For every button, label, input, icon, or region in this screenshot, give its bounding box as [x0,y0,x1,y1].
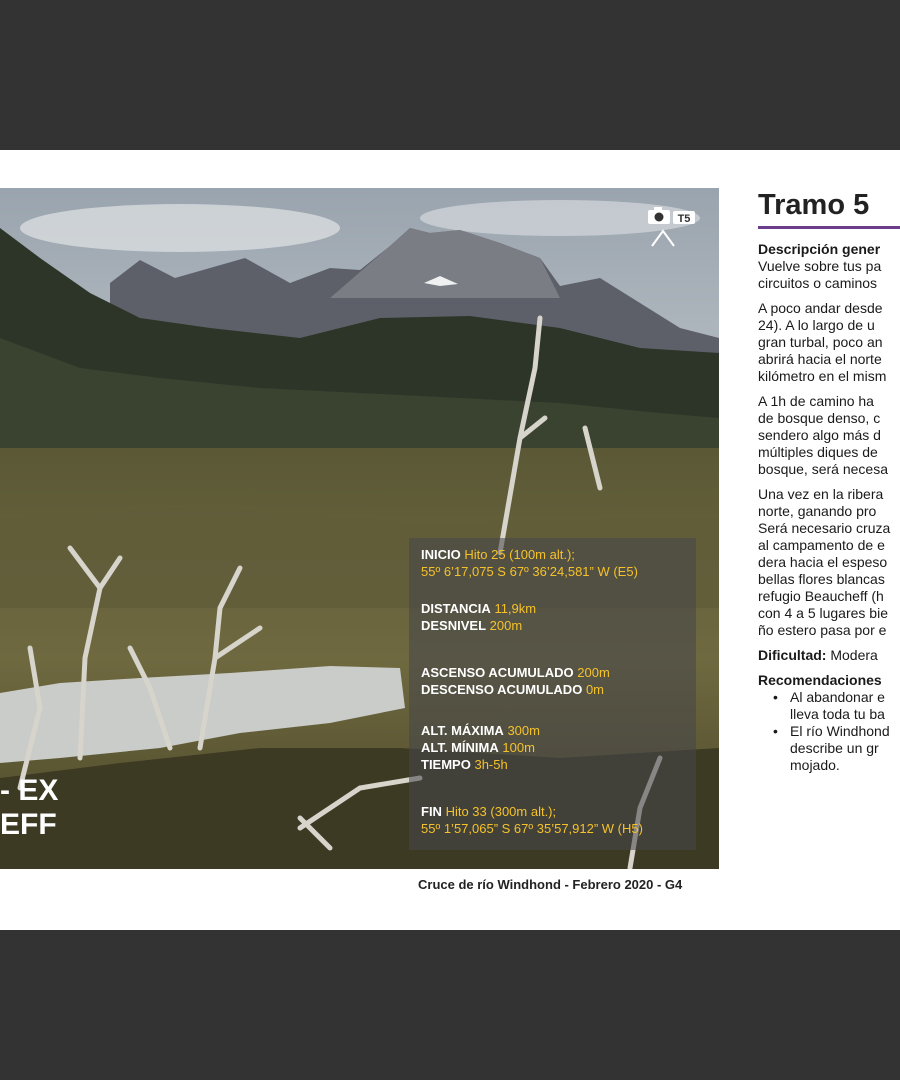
acumulado-block [421,664,610,698]
paragraph-4-line: al campamento de e [758,537,885,553]
fin-block [421,803,643,837]
photo-caption: Cruce de río Windhond - Febrero 2020 - G4 [418,877,683,892]
bullet-icon: • [773,689,778,705]
paragraph-2-line: A poco andar desde [758,300,883,316]
paragraph-2-line: kilómetro en el mism [758,368,887,384]
inicio-value: Hito 25 (100m alt.); [464,547,575,562]
alt-min-label: ALT. MÍNIMA [421,740,499,755]
alt-min-value: 100m [502,740,535,755]
camera-badge-text: T5 [677,213,691,225]
tiempo-value: 3h-5h [474,757,508,772]
recommendation-line: Al abandonar e [790,689,885,705]
inicio-block [421,546,638,580]
paragraph-4-line: dera hacia el espeso [758,554,888,570]
document-page [0,150,900,930]
fin-value: Hito 33 (300m alt.); [445,804,557,819]
recommendation-line: mojado. [790,757,840,773]
text-column [758,188,900,774]
paragraph-3-line: bosque, será necesa [758,461,888,477]
paragraph-4-line: bellas flores blancas [758,571,885,587]
page-title: Tramo 5 [758,189,870,221]
paragraph-2-line: gran turbal, poco an [758,334,883,350]
overlay-title-line-1: - EX [0,774,59,807]
difficulty-label: Dificultad: [758,647,827,663]
desnivel-label: DESNIVEL [421,618,487,633]
camera-icon [646,204,698,248]
paragraph-4-line: Una vez en la ribera [758,486,884,502]
alt-max-label: ALT. MÁXIMA [421,723,504,738]
paragraph-4-line: ño estero pasa por e [758,622,887,638]
ascenso-value: 200m [577,665,610,680]
recommendation-item [758,723,900,774]
descenso-label: DESCENSO ACUMULADO [421,682,583,697]
recommendation-line: El río Windhond [790,723,890,739]
distancia-label: DISTANCIA [421,601,491,616]
paragraph-2-line: 24). A lo largo de u [758,317,875,333]
paragraph-2-line: abrirá hacia el norte [758,351,882,367]
descenso-value: 0m [585,682,604,697]
bullet-icon: • [773,723,778,739]
paragraph-4-line: norte, ganando pro [758,503,877,519]
recommendation-line: lleva toda tu ba [790,706,885,722]
recommendations-heading: Recomendaciones [758,672,882,688]
description-heading: Descripción gener [758,241,881,257]
paragraph-4-line: con 4 a 5 lugares bie [758,605,888,621]
altitud-block [421,722,540,773]
desnivel-value: 200m [489,618,523,633]
route-info-panel [409,538,696,850]
overlay-title-line-2: EFF [0,808,57,841]
paragraph-3-line: sendero algo más d [758,427,881,443]
paragraph-3-line: de bosque denso, c [758,410,881,426]
fin-coords: 55º 1’57,065” S 67º 35’57,912” W (H5) [421,821,643,836]
inicio-label: INICIO [421,547,461,562]
difficulty-line [758,647,900,664]
fin-label: FIN [421,804,442,819]
distancia-value: 11,9km [494,601,537,616]
ascenso-label: ASCENSO ACUMULADO [421,665,574,680]
title-underline [758,226,900,229]
paragraph-4-line: Será necesario cruza [758,520,891,536]
paragraph-1-line: Vuelve sobre tus pa [758,258,882,274]
paragraph-3-line: A 1h de camino ha [758,393,874,409]
paragraph-4-line: refugio Beaucheff (h [758,588,884,604]
paragraph-3-line: múltiples diques de [758,444,878,460]
photo-overlay-title [0,774,58,842]
tiempo-label: TIEMPO [421,757,471,772]
inicio-coords: 55º 6’17,075 S 67º 36’24,581” W (E5) [421,564,638,579]
recommendation-line: describe un gr [790,740,879,756]
alt-max-value: 300m [507,723,540,738]
distancia-block [421,600,536,634]
paragraph-1-line: circuitos o caminos [758,275,878,291]
difficulty-value: Modera [826,647,878,663]
recommendation-item [758,689,900,723]
